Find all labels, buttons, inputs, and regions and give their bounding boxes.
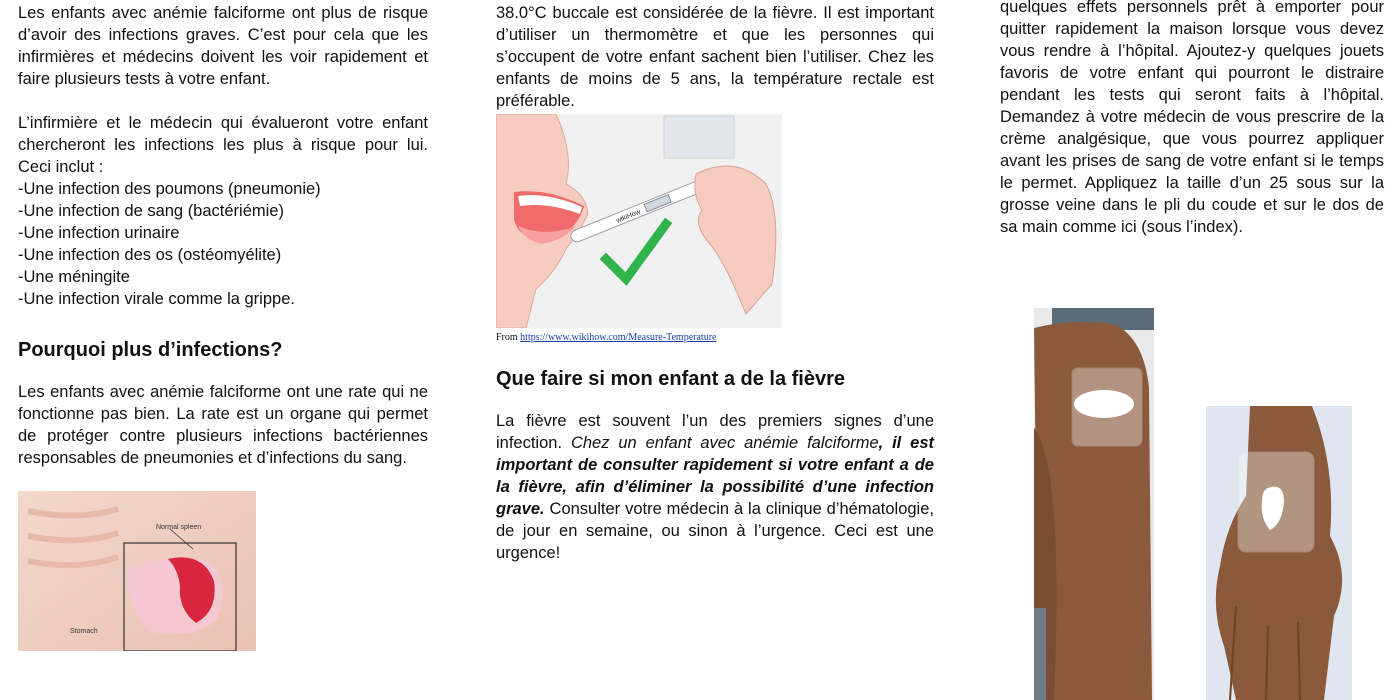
list-item: -Une infection des os (ostéomyélite) [18,246,282,264]
fever-text-d: Consulter votre médecin à la clinique d’hématologie, de jour en semaine, ou sinon à l’urgence. Ceci est une urgence! [496,500,934,562]
preparation-paragraph: quelques effets personnels prêt à emporter pour quitter rapidement la maison lorsque vous devez vous rendre à l’hôpital. Ajoutez-y quelques jouets favoris de votre enfant qui pourront le distraire pendant les tests qui seront faits à l’hôpital. Demandez à votre médecin de vous prescrire de la crème analgésique, que vous pourrez appliquer avant les prises de sang de votre enfant si le temps le permet. Appliquez la taille d’un 25 sous sur la grosse veine dans le pli du coude et sur le dos de sa main comme ici (sous l’index). [1000,0,1384,236]
list-item: -Une infection virale comme la grippe. [18,290,295,308]
spleen-paragraph: Les enfants avec anémie falciforme ont une rate qui ne fonctionne pas bien. La rate est un organe qui permet de protéger contre plusieurs infections bactériennes responsables de pneumonies et d’infections du sang. [18,383,428,467]
fever-text-a: La fièvre est souvent l’un des premiers signes d’une infection. [496,412,934,452]
image-caption [496,332,934,344]
list-item: -Une infection de sang (bactériémie) [18,202,284,220]
column-right [1000,0,1384,238]
intro-paragraph: Les enfants avec anémie falciforme ont plus de risque d’avoir des infections graves. C’est pour cela que les infirmières et médecins doivent les voir rapidement et faire plusieurs tests à votre enfant. [18,4,428,88]
thermometer-illustration [496,114,934,328]
source-link[interactable]: https://www.wikihow.com/Measure-Temperature [520,332,717,343]
figure-label-stomach: Stomach [70,628,98,635]
caption-prefix: From [496,332,521,343]
temperature-paragraph: 38.0°C buccale est considérée de la fièvre. Il est important d’utiliser un thermomètre et que les personnes qui s’occupent de votre enfant sachent bien l’utiliser. Chez les enfants de moins de 5 ans, la température rectale est préférable. [496,4,934,110]
spleen-illustration [18,491,428,651]
infections-paragraph: L’infirmière et le médecin qui évalueront votre enfant chercheront les infections les plus à risque pour lui. Ceci inclut : [18,114,428,176]
fever-text-b: Chez un enfant avec anémie falciforme [570,434,879,452]
column-left [18,0,428,651]
infection-list [18,178,428,310]
figure-label-spleen: Normal spleen [156,524,202,531]
hand-photo [1206,406,1352,700]
fever-text-c: , il est important de consulter rapidement si votre enfant a de la fièvre, afin d’éliminer la possibilité d’une infection grave. [496,434,935,518]
list-item: -Une infection urinaire [18,224,180,242]
elbow-photo [1034,308,1154,700]
list-item: -Une infection des poumons (pneumonie) [18,180,321,198]
section-heading-fever: Que faire si mon enfant a de la fièvre [496,368,846,390]
column-middle [496,0,934,564]
list-item: -Une méningite [18,268,130,286]
section-heading-infections: Pourquoi plus d’infections? [18,339,283,361]
fever-paragraph [496,410,934,564]
thermometer-brand: wikiHow [615,208,642,225]
